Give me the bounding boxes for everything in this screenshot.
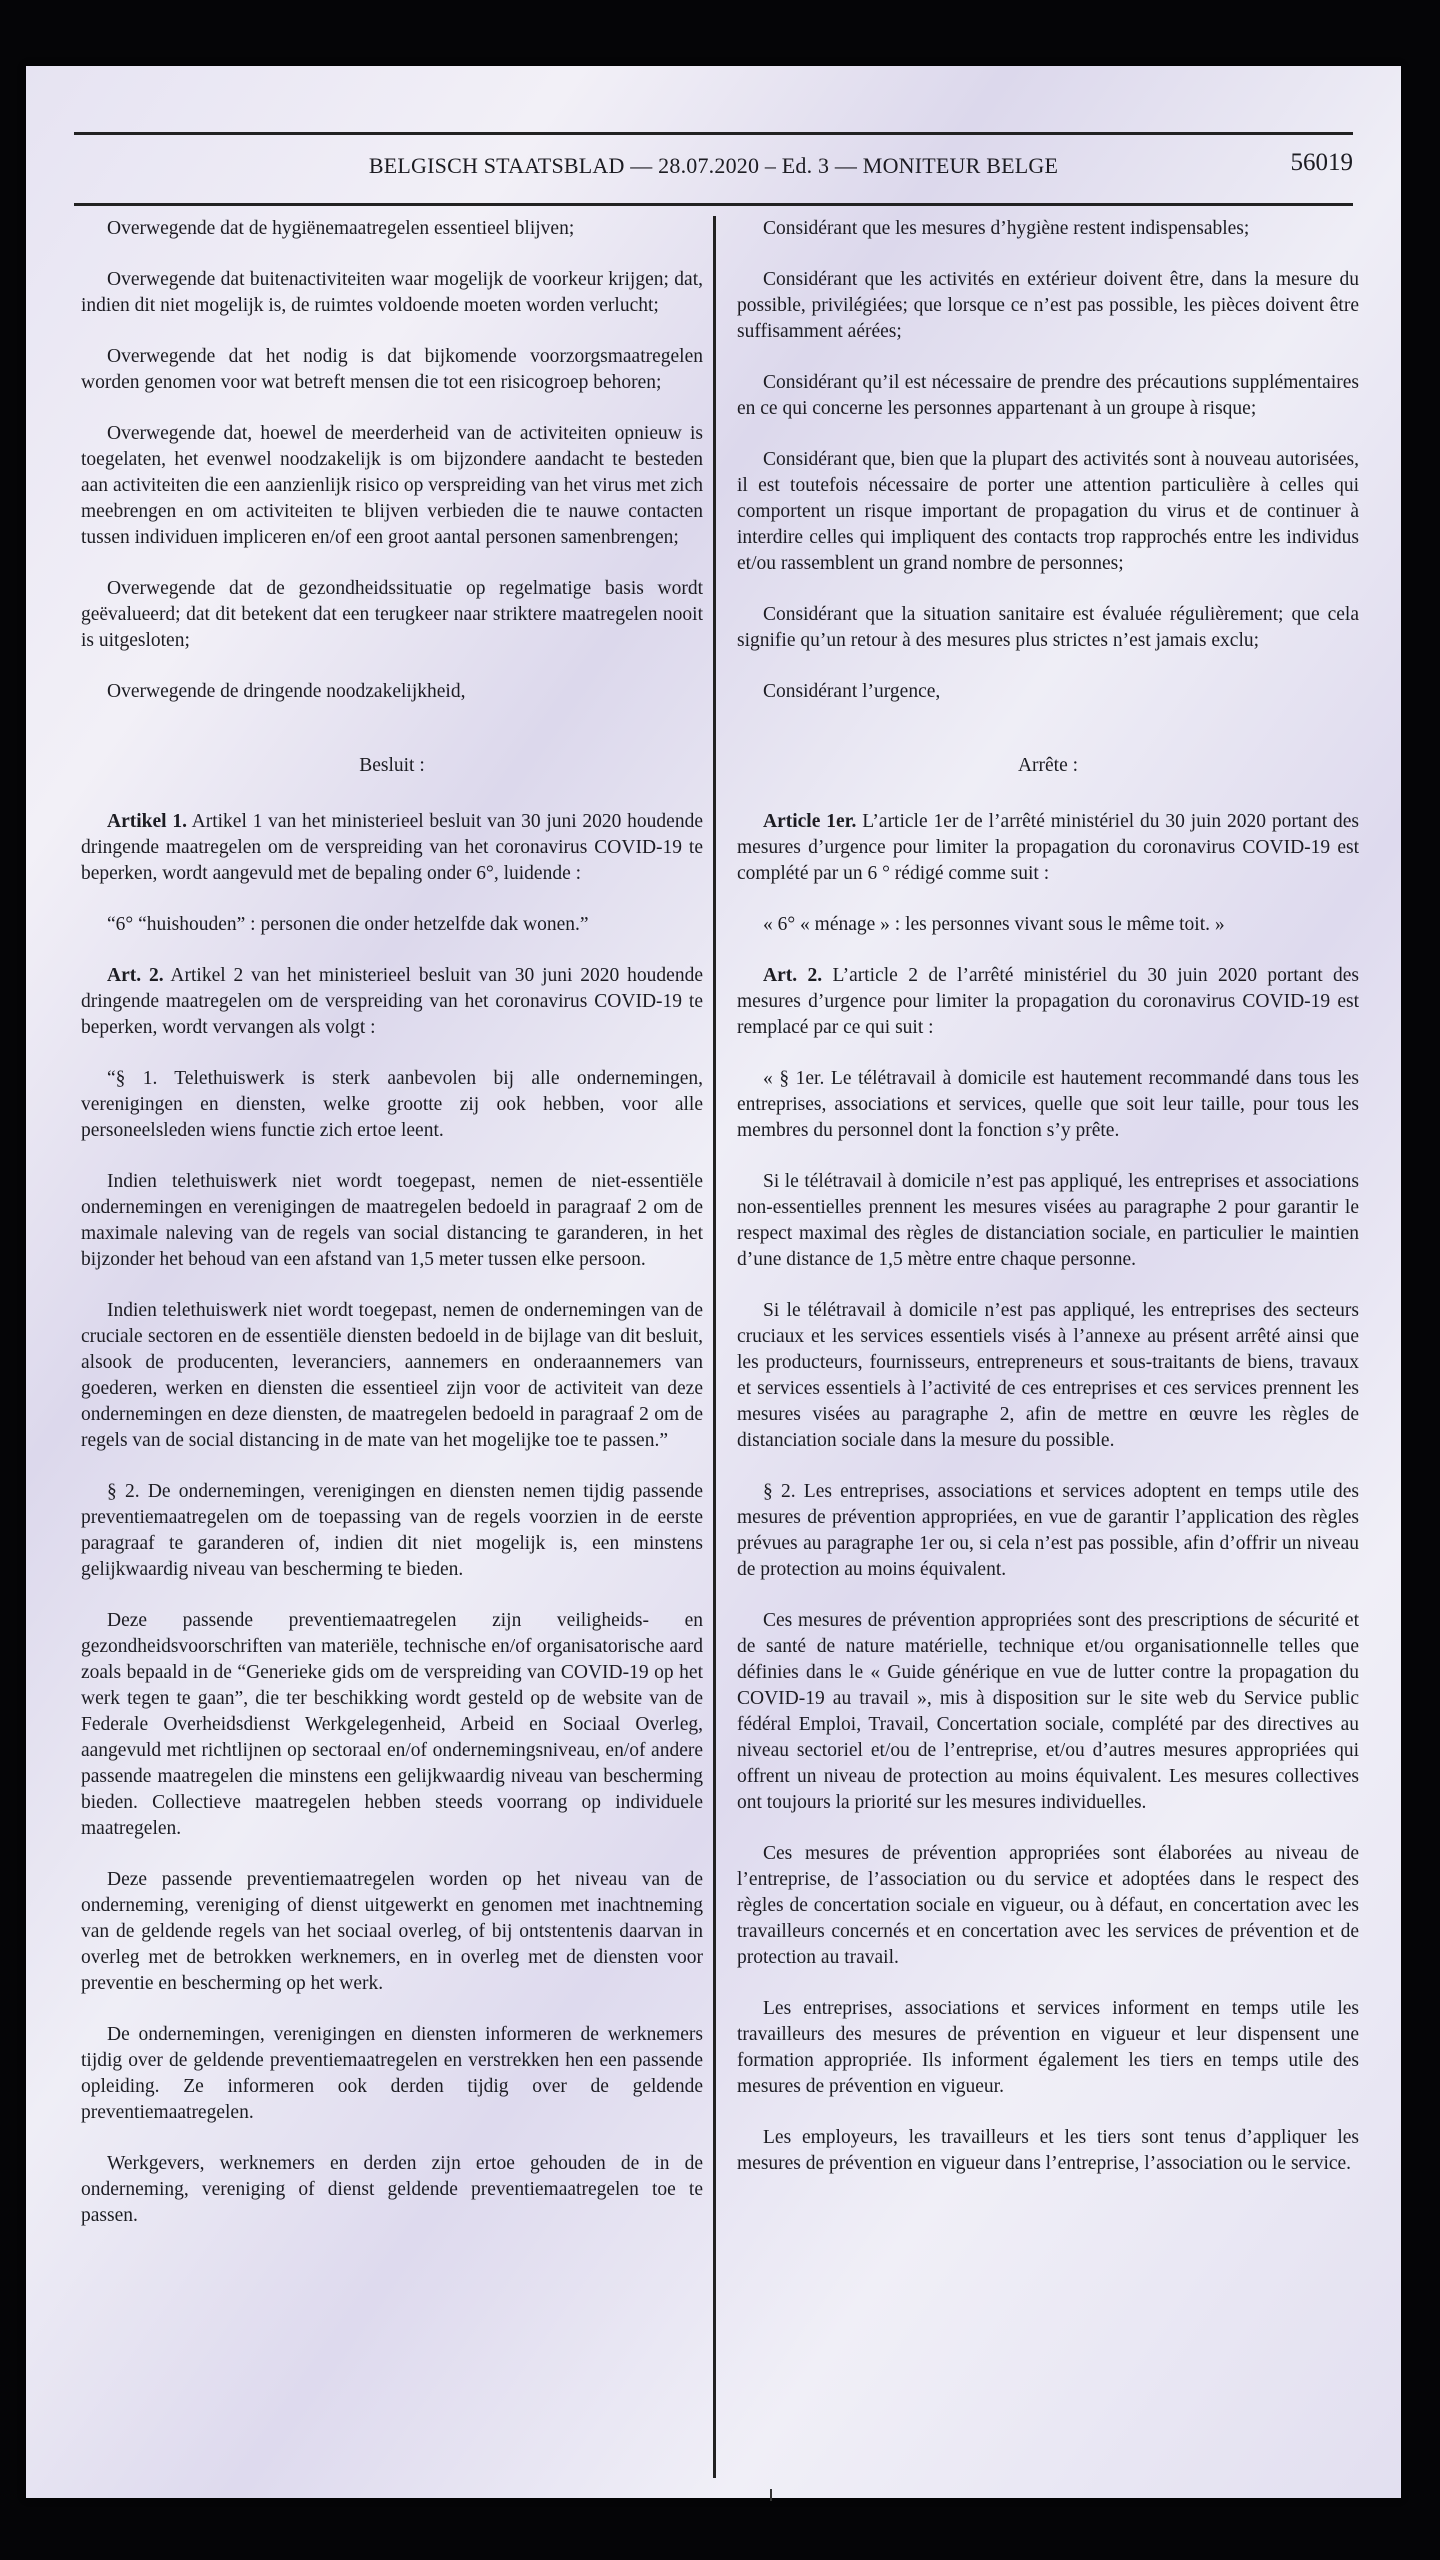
paragraph: Deze passende preventiemaatregelen worden op het niveau van de onderneming, vereniging of dienst uitgewerkt en genomen met inachtneming van de geldende regels van het sociaal overleg, of bij ontstentenis daarvan in overleg met de betrokken werknemers, en in overleg met de diensten voor preventie en bescherming op het werk.: [81, 1869, 703, 1994]
consideration: Considérant que, bien que la plupart des activités sont à nouveau autorisées, il est toutefois nécessaire de porter une attention particulière à celles qui comportent un risque important de propagation du virus et de continuer à interdire celles qui impliquent des contacts trop rapprochés entre les individus et/ou rassemblent un grand nombre de personnes;: [737, 449, 1359, 574]
paragraph: Si le télétravail à domicile n’est pas appliqué, les entreprises des secteurs cruciaux et les services essentiels visés à l’annexe au présent arrêté ainsi que les producteurs, fournisseurs, entrepreneurs et sous-traitants de biens, travaux et services essentiels à l’activité de ces entreprises et ces services prennent les mesures visées au paragraphe 2, afin de mettre en œuvre les règles de distanciation sociale dans la mesure du possible.: [737, 1300, 1359, 1451]
consideration: Considérant l’urgence,: [763, 681, 941, 702]
paragraph: Ces mesures de prévention appropriées sont des prescriptions de sécurité et de santé de nature matérielle, technique et/ou organisationnelle telles que définies dans le « Guide générique en vue de lutter contre la propagation du COVID-19 au travail », mis à disposition sur le site web du Service public fédéral Emploi, Travail, Concertation sociale, complété par des directives au niveau sectoriel et/ou de l’entreprise, et/ou d’autres mesures appropriées qui offrent un niveau de protection au moins équivalent. Les mesures collectives ont toujours la priorité sur les mesures individuelles.: [737, 1610, 1359, 1813]
french-column: [737, 216, 1359, 2202]
article-text: Artikel 1 van het ministerieel besluit van 30 juni 2020 houdende dringende maatregelen om de verspreiding van het coronavirus COVID-19 te beperken, wordt aangevuld met de bepaling onder 6°, luidende :: [81, 811, 703, 884]
paragraph: Les entreprises, associations et services informent en temps utile les travailleurs des mesures de prévention en vigueur et leur dispensent une formation appropriée. Ils informent également les tiers en temps utile des mesures de prévention en vigueur.: [737, 1998, 1359, 2097]
paragraph: Deze passende preventiemaatregelen zijn veiligheids- en gezondheidsvoorschriften van materiële, technische en/of organisatorische aard zoals bepaald in de “Generieke gids om de verspreiding van COVID-19 op het werk tegen te gaan”, die ter beschikking wordt gesteld op de website van de Federale Overheidsdienst Werkgelegenheid, Arbeid en Sociaal Overleg, aangevuld met richtlijnen op sectoraal en/of ondernemingsniveau, en/of andere passende maatregelen die minstens een gelijkwaardig niveau van bescherming bieden. Collectieve maatregelen hebben steeds voorrang op individuele maatregelen.: [81, 1610, 703, 1839]
header-title: BELGISCH STAATSBLAD — 28.07.2020 – Ed. 3 — MONITEUR BELGE: [368, 153, 1059, 178]
paragraph: « § 1er. Le télétravail à domicile est hautement recommandé dans tous les entreprises, associations et services, quelle que soit leur taille, pour tous les membres du personnel dont la fonction s’y prête.: [737, 1068, 1359, 1141]
article-label: Article 1er.: [763, 811, 857, 832]
paragraph: § 2. Les entreprises, associations et services adoptent en temps utile des mesures de prévention appropriées, en vue de garantir l’application des règles prévues au paragraphe 1er ou, si cela n’est pas possible, afin d’offrir un niveau de protection au moins équivalent.: [737, 1481, 1359, 1580]
dutch-column: [81, 216, 703, 2254]
document-page: [26, 66, 1401, 2498]
article-text: L’article 2 de l’arrêté ministériel du 30 juin 2020 portant des mesures d’urgence pour limiter la propagation du coronavirus COVID-19 est remplacé par ce qui suit :: [737, 965, 1360, 1038]
consideration: Considérant qu’il est nécessaire de prendre des précautions supplémentaires en ce qui concerne les personnes appartenant à un groupe à risque;: [737, 372, 1359, 419]
paragraph: Ces mesures de prévention appropriées sont élaborées au niveau de l’entreprise, de l’association ou du service et adoptées dans le respect des règles de concertation sociale en vigueur, ou à défaut, en concertation avec les travailleurs concernés et en concertation avec les services de prévention et de protection au travail.: [737, 1843, 1359, 1968]
decision-heading: Besluit :: [359, 755, 425, 776]
paragraph: Si le télétravail à domicile n’est pas appliqué, les entreprises et associations non-essentielles prennent les mesures visées au paragraphe 2 pour garantir le respect maximal des règles de distanciation sociale, en particulier le maintien d’une distance de 1,5 mètre entre chaque personne.: [737, 1171, 1359, 1270]
article-1-quote: “6° “huishouden” : personen die onder hetzelfde dak wonen.”: [107, 914, 589, 935]
consideration: Overwegende dat de gezondheidssituatie op regelmatige basis wordt geëvalueerd; dat dit betekent dat een terugkeer naar striktere maatregelen nooit is uitgesloten;: [81, 578, 703, 651]
paragraph: Indien telethuiswerk niet wordt toegepast, nemen de ondernemingen van de cruciale sectoren en de essentiële diensten bedoeld in de bijlage van dit besluit, alsook de producenten, leveranciers, aannemers en onderaannemers van goederen, werken en diensten die essentieel zijn voor de activiteit van deze ondernemingen en deze diensten, de maatregelen bedoeld in paragraaf 2 om de regels van de social distancing in de mate van het mogelijke toe te passen.”: [81, 1300, 703, 1451]
consideration: Overwegende de dringende noodzakelijkheid,: [107, 681, 466, 702]
consideration: Overwegende dat buitenactiviteiten waar mogelijk de voorkeur krijgen; dat, indien dit niet mogelijk is, de ruimtes voldoende moeten worden verlucht;: [81, 269, 703, 316]
paragraph: Indien telethuiswerk niet wordt toegepast, nemen de niet-essentiële ondernemingen en verenigingen de maatregelen bedoeld in paragraaf 2 om de maximale naleving van de regels van social distancing te garanderen, in het bijzonder het behoud van een afstand van 1,5 meter tussen elke persoon.: [81, 1171, 703, 1270]
article-1-quote: « 6° « ménage » : les personnes vivant sous le même toit. »: [763, 914, 1225, 935]
article-2: [81, 963, 703, 1041]
page-header: [74, 132, 1353, 206]
consideration: Considérant que la situation sanitaire est évaluée régulièrement; que cela signifie qu’un retour à des mesures plus strictes n’est jamais exclu;: [737, 604, 1359, 651]
article-label: Art. 2.: [107, 965, 164, 986]
article-2: [737, 963, 1359, 1041]
consideration: Overwegende dat het nodig is dat bijkomende voorzorgsmaatregelen worden genomen voor wat betreft mensen die tot een risicogroep behoren;: [81, 346, 703, 393]
paragraph: Les employeurs, les travailleurs et les tiers sont tenus d’appliquer les mesures de prévention en vigueur dans l’entreprise, l’association ou le service.: [737, 2127, 1359, 2174]
article-1: [737, 809, 1359, 887]
article-text: L’article 1er de l’arrêté ministériel du 30 juin 2020 portant des mesures d’urgence pour limiter la propagation du coronavirus COVID-19 est complété par un 6 ° rédigé comme suit :: [737, 811, 1359, 884]
article-label: Art. 2.: [763, 965, 823, 986]
page-tick-mark: [770, 2489, 772, 2501]
page-number: 56019: [1290, 149, 1353, 176]
article-label: Artikel 1.: [107, 811, 187, 832]
decision-heading: Arrête :: [1017, 755, 1079, 776]
consideration: Overwegende dat de hygiënemaatregelen essentieel blijven;: [107, 218, 575, 239]
article-text: Artikel 2 van het ministerieel besluit van 30 juni 2020 houdende dringende maatregelen om de verspreiding van het coronavirus COVID-19 te beperken, wordt vervangen als volgt :: [81, 965, 703, 1038]
consideration: Considérant que les activités en extérieur doivent être, dans la mesure du possible, privilégiées; que lorsque ce n’est pas possible, les pièces doivent être suffisamment aérées;: [737, 269, 1359, 342]
consideration: Overwegende dat, hoewel de meerderheid van de activiteiten opnieuw is toegelaten, het evenwel noodzakelijk is om bijzondere aandacht te besteden aan activiteiten die een aanzienlijk risico op verspreiding van het virus met zich meebrengen en om activiteiten te blijven verbieden die te nauwe contacten tussen individuen impliceren en/of een groot aantal personen samenbrengen;: [81, 423, 703, 548]
paragraph: “§ 1. Telethuiswerk is sterk aanbevolen bij alle ondernemingen, verenigingen en diensten, welke grootte zij ook hebben, voor alle personeelsleden wiens functie zich ertoe leent.: [81, 1068, 703, 1141]
article-1: [81, 809, 703, 887]
consideration: Considérant que les mesures d’hygiène restent indispensables;: [763, 218, 1250, 239]
paragraph: De ondernemingen, verenigingen en diensten informeren de werknemers tijdig over de geldende preventiemaatregelen en verstrekken hen een passende opleiding. Ze informeren ook derden tijdig over de geldende preventiemaatregelen.: [81, 2024, 703, 2123]
paragraph: Werkgevers, werknemers en derden zijn ertoe gehouden de in de onderneming, vereniging of dienst geldende preventiemaatregelen toe te passen.: [81, 2153, 703, 2226]
column-divider: [713, 216, 716, 2478]
paragraph: § 2. De ondernemingen, verenigingen en diensten nemen tijdig passende preventiemaatregelen om de toepassing van de regels voorzien in de eerste paragraaf te garanderen of, indien dit niet mogelijk is, een minstens gelijkwaardig niveau van bescherming te bieden.: [81, 1481, 703, 1580]
